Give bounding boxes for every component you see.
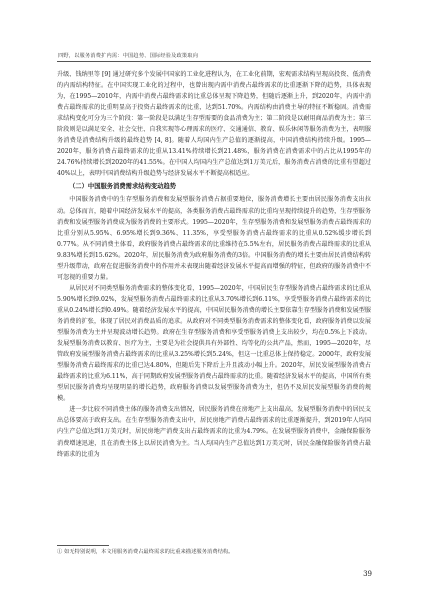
running-header: 四野，以服务消费扩内需：中国趋势、国际经验及政策取向 [58,53,199,59]
page-number: 39 [363,570,372,578]
page-body [57,69,371,460]
section-heading: （二）中国服务消费需求结构变动趋势 [69,183,177,191]
footnote-rule [57,545,109,546]
paragraph: 中国服务消费中的生存型服务消费和发展型服务消费占据重要地位，服务消费增长主要由居民服务消费支出拉动。总体而言，随着中国经济发展水平的提高，各类服务消费占最终需求的比重均呈现持续提升的趋势，生存型服务消费和发展型服务消费成为服务消费的主要形式。1995—2020年，生存型服务消费和发展型服务消费占最终需求的比重分别从5.95%、6.95%增长到9.36%、11.35%，享受型服务消费占最终需求的比重从0.52%缓步增长到0.77%。从不同消费主体看，政府服务消费占最终需求的比重维持在5.5%左右，居民服务消费占最终需求的比重从9.83%增长到15.62%。2020年，居民服务消费为政府服务消费的3倍。中国服务消费的增长主要由居民消费结构转型升级带动，政府在促进服务消费中的作用并未表现出随着经济发展水平提高而增强的特征，但政府的服务消费中不可忽视的重要力量。 [57,196,371,281]
footnote: ① 如无特别说明，本文用服务消费占最终需求的比重来描述服务消费结构。 [57,549,234,555]
paragraph: 从居民对不同类型服务消费需求的整体变化看，1995—2020年，中国居民生存型服务消费占最终需求的比重从5.90%增长到9.02%，发展型服务消费占最终需求的比重从3.70%增长到6.11%，享受型服务消费占最终需求的比重从0.24%增长到0.49%。随着经济发展水平的提高，中国居民服务消费的增长主要依靠生存型服务消费和发展型服务消费的扩张，体现了居民对消费品质的追求。从政府对不同类型服务消费需求的整体变化看，政府服务消费以发展型服务消费为主并呈现波动增长趋势。政府在生存型服务消费和享受型服务消费上支出较少，均在0.5%上下波动。发展型服务消费以教育、医疗为主，主要是为社会提供具有外部性、均等化的公共产品，然而，1995—2020年，尽管政府发展型服务消费占最终需求的比重从3.25%增长到5.24%，但这一比重总体上保持稳定。2000年，政府发展型服务消费占最终需求的比重已达4.80%，但随后先下降后上升且波动小幅上升。2020年，居民发展型服务消费占最终需求的比重为6.11%，高于同期政府发展型服务消费占最终需求的比重。随着经济发展水平的提高，中国所有类型居民服务消费均呈现明显的增长趋势，政府服务消费以发展型服务消费为主，但仍不及居民发展型服务消费的规模。 [57,284,371,403]
paragraph: 进一步比较不同消费主体的服务消费支出情况，居民服务消费在房地产上支出最高，发展型服务消费中的居民支出总体要高于政府支出。在生存型服务消费支出中，居民房地产消费占最终需求的比重逐渐提升，到2019年人均国内生产总值达到1万美元时，居民房地产消费支出占最终需求的比重为4.79%。在发展型服务消费中，金融保险服务消费增速迅速，且在消费主体上以居民消费为主。当人均国内生产总值达到1万美元时，居民金融保险服务消费占最终需求的比重为 [57,406,371,458]
paragraph: 升级、钱纳里等 [9] 通过研究多个发展中国家的工业化进程认为，在工业化前期，宏观需求结构呈现高投资、低消费的内需结构特征。在中国实现工业化的过程中，也曾出现内需中消费占最终需求的比重逐渐下降的趋势，具体表现为，在1995—2010年，内需中消费占最终需求的比重总体呈现下降趋势，但随后逐渐上升，到2020年，内需中消费占最终需求的比重明显高于投资占最终需求的比重，达到51.70%。内需结构由消费主导的特征不断稳固。消费需求结构变化可分为三个阶段：第一阶段是以满足生存型需要的食品消费为主；第二阶段是以耐用商品消费为主；第三阶段则是以满足安全、社会交往、自我实现等心理需求的医疗、交通通信、教育、娱乐休闲等服务消费为主，表明服务消费是消费结构升级的最终趋势 [4, 8]。随着人均国内生产总值的逐渐提高，中国消费结构持续升级。1995—2020年，服务消费占最终需求的比重从13.41%持续增长到21.48%，服务消费在消费需求中的占比从1995年的24.76%持续增长到2020年的41.55%。在中国人均国内生产总值达到1万美元后，服务消费占消费的比重有望超过40%以上，表明中国消费结构升级趋势与经济发展水平不断提高相适应。 [57,71,371,178]
header-rule [57,61,371,62]
